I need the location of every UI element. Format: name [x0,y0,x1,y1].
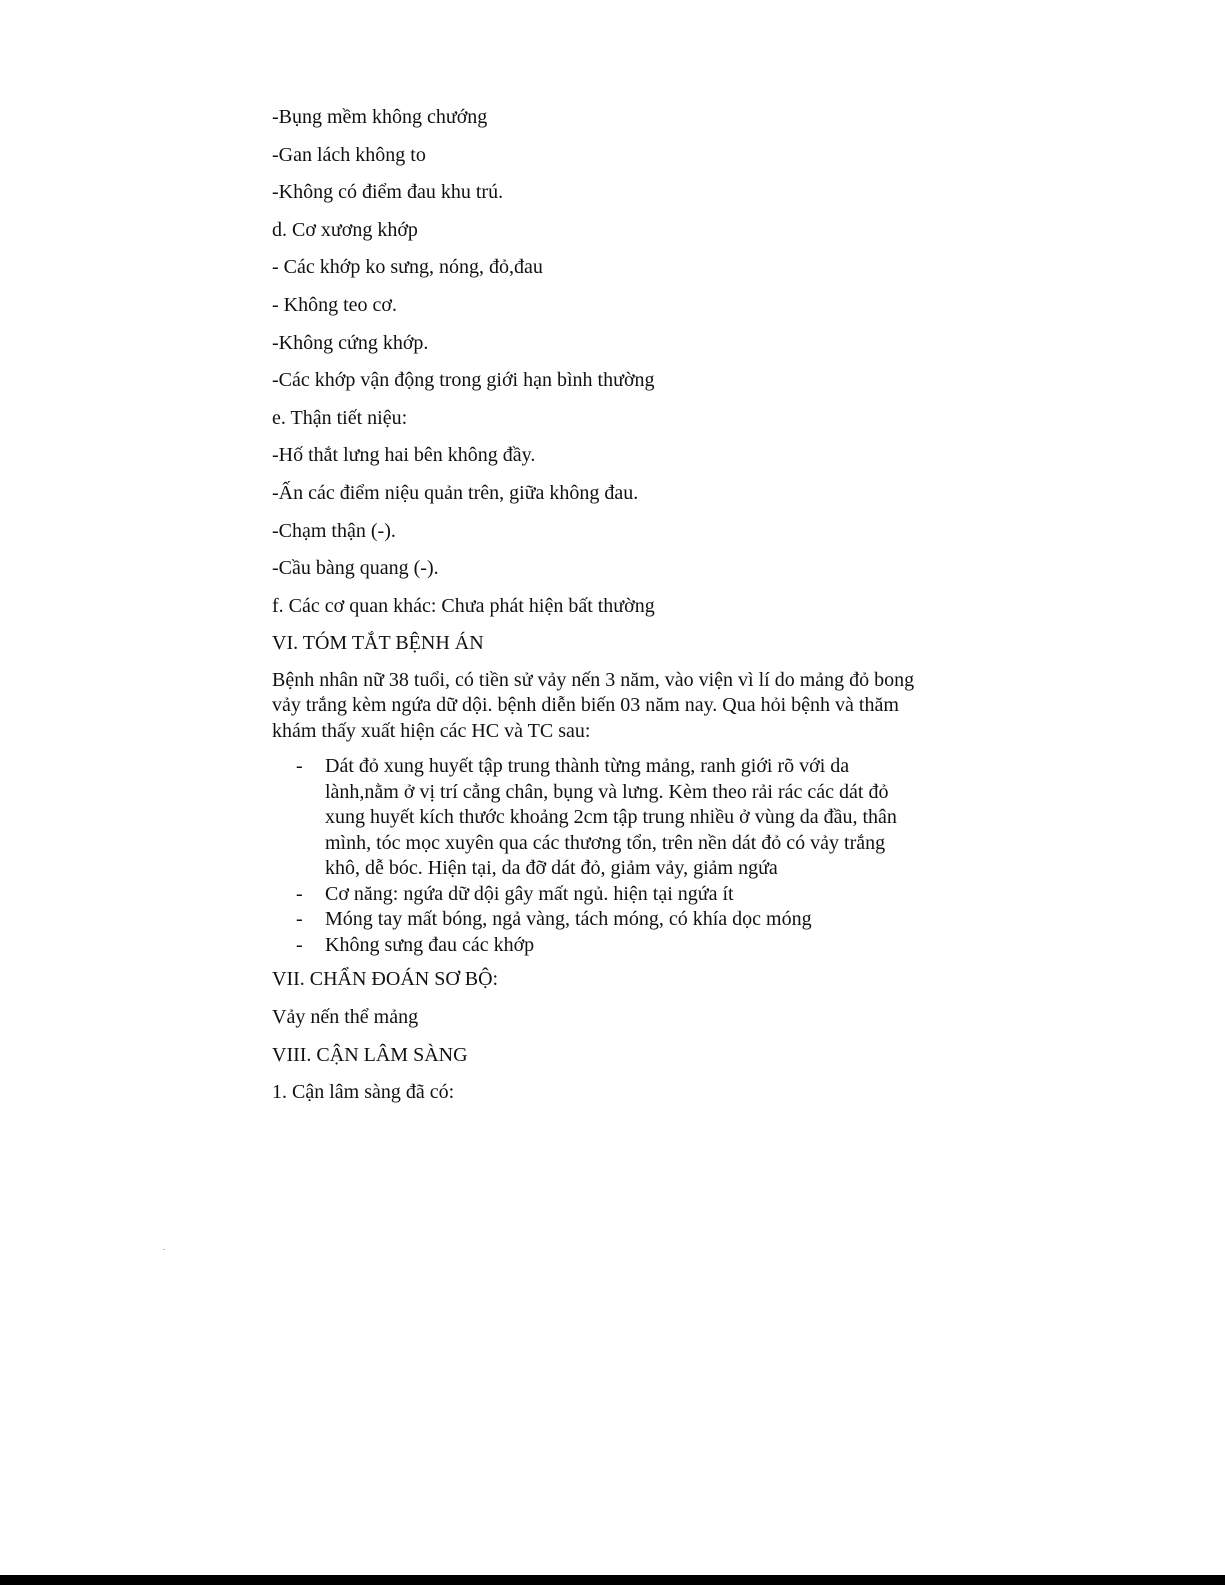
exam-line: -Chạm thận (-). [272,519,396,542]
bullet-marker: - [296,933,303,956]
document-page [272,104,952,1117]
exam-line: -Cầu bàng quang (-). [272,557,439,580]
summary-paragraph: Bệnh nhân nữ 38 tuổi, có tiền sử vảy nến 3 năm, vào viện vì lí do mảng đỏ bong vảy trắng kèm ngứa dữ dội. bệnh diễn biến 03 năm nay. Qua hỏi bệnh và thăm khám thấy xuất hiện các HC và TC sau: [272,668,915,742]
symptom-text: Cơ năng: ngứa dữ dội gây mất ngủ. hiện tại ngứa ít [325,882,734,905]
bullet-marker: - [296,908,303,931]
symptom-list [272,754,952,958]
labs-heading: VIII. CẬN LÂM SÀNG [272,1043,468,1066]
symptom-item [272,754,915,882]
section-heading-other-organs: f. Các cơ quan khác: Chưa phát hiện bất thường [272,594,655,617]
bullet-marker: - [296,755,303,778]
summary-heading: VI. TÓM TẮT BỆNH ÁN [272,632,484,655]
exam-line: - Các khớp ko sưng, nóng, đỏ,đau [272,256,543,279]
exam-line: -Gan lách không to [272,143,426,166]
symptom-item [272,882,915,908]
scan-speck [163,1249,165,1250]
page-bottom-border [0,1575,1225,1585]
diagnosis-text: Vảy nến thể mảng [272,1006,419,1028]
labs-item: 1. Cận lâm sàng đã có: [272,1081,455,1104]
symptom-item [272,933,915,959]
section-heading-urology: e. Thận tiết niệu: [272,406,408,429]
exam-line: -Ấn các điểm niệu quản trên, giữa không đau. [272,481,639,504]
exam-line: -Các khớp vận động trong giới hạn bình thường [272,369,655,392]
bullet-marker: - [296,882,303,905]
diagnosis-heading: VII. CHẨN ĐOÁN SƠ BỘ: [272,968,499,991]
exam-line: -Không có điểm đau khu trú. [272,181,504,204]
symptom-text: Không sưng đau các khớp [325,933,535,956]
section-heading-musculoskeletal: d. Cơ xương khớp [272,218,418,241]
exam-line: -Bụng mềm không chướng [272,106,488,128]
symptom-text: Móng tay mất bóng, ngả vàng, tách móng, có khía dọc móng [325,908,812,931]
exam-line: -Không cứng khớp. [272,331,429,354]
exam-line: - Không teo cơ. [272,293,397,316]
symptom-text: Dát đỏ xung huyết tập trung thành từng mảng, ranh giới rõ với da lành,nằm ở vị trí cẳng chân, bụng và lưng. Kèm theo rải rác các dát đỏ xung huyết kích thước khoảng 2cm tập trung nhiều ở vùng da đầu, thân mình, tóc mọc xuyên qua các thương tổn, trên nền dát đỏ có vảy trắng khô, dễ bóc. Hiện tại, da đỡ dát đỏ, giảm vảy, giảm ngứa [325,755,897,880]
symptom-item [272,907,915,933]
exam-line: -Hố thắt lưng hai bên không đầy. [272,444,536,467]
